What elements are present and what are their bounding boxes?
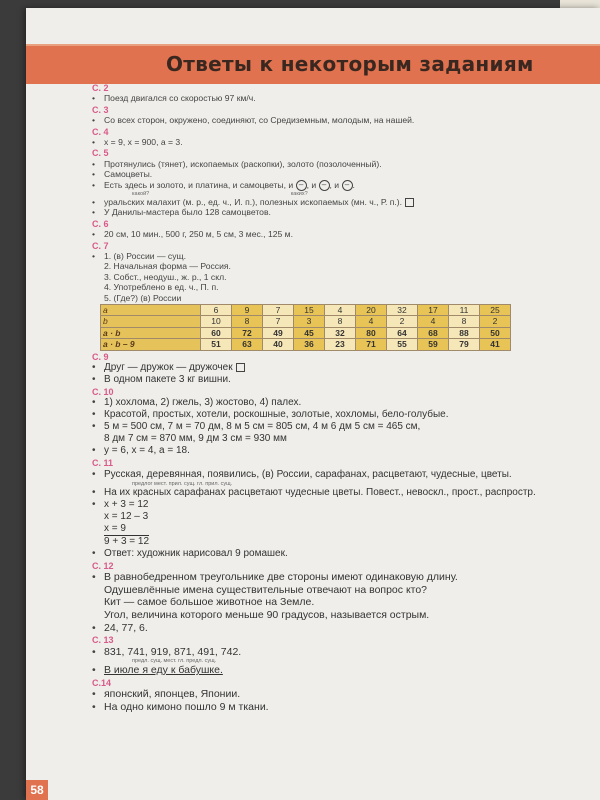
answer-line: • 5 м = 500 см, 7 м = 70 дм, 8 м 5 см = 805 см, 4 м 6 дм 5 см = 465 см, bbox=[92, 421, 592, 433]
answer-line: Кит — самое большое животное на Земле. bbox=[104, 596, 315, 609]
table-row: a · b 60 72 49 45 32 80 64 68 88 50 bbox=[101, 327, 511, 338]
answer-line: 3. Собст., неодуш., ж. р., 1 скл. bbox=[104, 271, 227, 282]
grammar-note: предл. сущ. мест. гл. предл. сущ. bbox=[132, 658, 217, 665]
table-row: a 6 9 7 15 4 20 32 17 11 25 bbox=[101, 304, 511, 315]
section-label: С. 12 bbox=[92, 560, 114, 571]
section-label: С. 7 bbox=[92, 240, 109, 251]
answer-line: • Русская, деревянная, появились, (в) России, сарафанах, расцветают, чудесные, цветы. bbox=[92, 469, 592, 481]
section-label: С. 4 bbox=[92, 126, 109, 137]
answer-line: • У Данилы-мастера было 128 самоцветов. bbox=[92, 207, 592, 217]
answer-line: • y = 6, x = 4, a = 18. bbox=[92, 445, 592, 457]
minus-circle-icon: – bbox=[296, 180, 307, 191]
section-label: С. 10 bbox=[92, 386, 114, 397]
answer-line: • Со всех сторон, окружено, соединяют, со Средиземным, молодым, на нашей. bbox=[92, 115, 592, 125]
table-row: a · b – 9 51 63 40 36 23 71 55 59 79 41 bbox=[101, 339, 511, 350]
answer-line: • x = 9, x = 900, a = 3. bbox=[92, 137, 592, 147]
section-label: С. 6 bbox=[92, 218, 109, 229]
answer-line: • В июле я еду к бабушке. bbox=[92, 664, 592, 677]
book-page bbox=[26, 8, 600, 800]
answer-line: • В равнобедренном треугольнике две стороны имеют одинаковую длину. bbox=[92, 571, 592, 584]
answer-line: • В одном пакете 3 кг вишни. bbox=[92, 374, 592, 386]
equation-check: 9 + 3 = 12 bbox=[104, 535, 150, 547]
answer-line: 8 дм 7 см = 870 мм, 9 дм 3 см = 930 мм bbox=[104, 433, 287, 445]
table-row: b 10 8 7 3 8 4 2 4 8 2 bbox=[101, 316, 511, 327]
answer-line: • Поезд двигался со скоростью 97 км/ч. bbox=[92, 93, 592, 103]
grammar-note: предлог мест. прил. сущ. гл. прил. сущ. bbox=[132, 480, 233, 487]
page-number: 58 bbox=[26, 780, 48, 800]
equation-line: x = 12 – 3 bbox=[104, 510, 149, 522]
answer-line: Угол, величина которого меньше 90 градусов, называется острым. bbox=[104, 608, 430, 621]
equation-line: x = 9 bbox=[104, 522, 126, 534]
section-label: С. 3 bbox=[92, 104, 109, 115]
answer-line: 2. Начальная форма — Россия. bbox=[104, 261, 231, 272]
section-label: С. 11 bbox=[92, 458, 114, 469]
answer-text: Есть здесь и золото, и платина, и самоцветы, и bbox=[104, 179, 294, 190]
equation-line: • x + 3 = 12 bbox=[92, 499, 592, 511]
page-header bbox=[26, 44, 600, 84]
section-label: С. 5 bbox=[92, 148, 109, 159]
minus-circle-icon: – bbox=[342, 180, 353, 191]
section-label: С. 13 bbox=[92, 635, 114, 646]
answer-line: • 1) хохлома, 2) гжель, 3) жостово, 4) палех. bbox=[92, 397, 592, 409]
section-label: С. 9 bbox=[92, 351, 109, 362]
ending-box-icon bbox=[236, 363, 245, 372]
answer-line: • Протянулись (тянет), ископаемых (раскопки), золото (позолоченный). bbox=[92, 159, 592, 169]
section-label: С. 2 bbox=[92, 83, 109, 93]
answers-content bbox=[92, 82, 592, 713]
calculation-table bbox=[100, 304, 511, 351]
section-label: С.14 bbox=[92, 677, 112, 688]
answer-line: • На одно кимоно пошло 9 м ткани. bbox=[92, 701, 592, 714]
minus-circle-icon: – bbox=[319, 180, 330, 191]
answer-line: • 20 см, 10 мин., 500 г, 250 м, 5 см, 3 мес., 125 м. bbox=[92, 229, 592, 239]
answer-line: 5. (Где?) (в) России bbox=[104, 292, 182, 303]
answer-line: • Есть здесь и золото, и платина, и самоцветы, и – , и – , и – . bbox=[92, 180, 592, 191]
answer-line: Одушевлённые имена существительные отвечают на вопрос кто? bbox=[104, 583, 428, 596]
answer-line: • Самоцветы. bbox=[92, 169, 592, 179]
grammar-note: какой? каких? bbox=[132, 190, 308, 197]
answer-line: • Друг — дружок — дружочек bbox=[92, 362, 592, 374]
answer-line: • 24, 77, 6. bbox=[92, 622, 592, 635]
answer-line: • 1. (в) России — сущ. bbox=[92, 251, 592, 261]
answer-line: 4. Употреблено в ед. ч., П. п. bbox=[104, 282, 219, 293]
answer-line: • Красотой, простых, хотели, роскошные, золотые, хохломы, бело-голубые. bbox=[92, 409, 592, 421]
answer-line: • 831, 741, 919, 871, 491, 742. bbox=[92, 646, 592, 659]
answer-line: • японский, японцев, Японии. bbox=[92, 688, 592, 701]
answer-text: уральских малахит (м. р., ед. ч., И. п.), полезных ископаемых (мн. ч., Р. п.). bbox=[104, 196, 403, 207]
page-title: Ответы к некоторым заданиям bbox=[166, 52, 534, 76]
ending-box-icon bbox=[405, 198, 414, 207]
answer-line: • Ответ: художник нарисовал 9 ромашек. bbox=[92, 548, 592, 560]
answer-line bbox=[92, 197, 592, 207]
answer-line: • На их красных сарафанах расцветают чудесные цветы. Повест., невоскл., прост., распростр. bbox=[92, 487, 592, 499]
